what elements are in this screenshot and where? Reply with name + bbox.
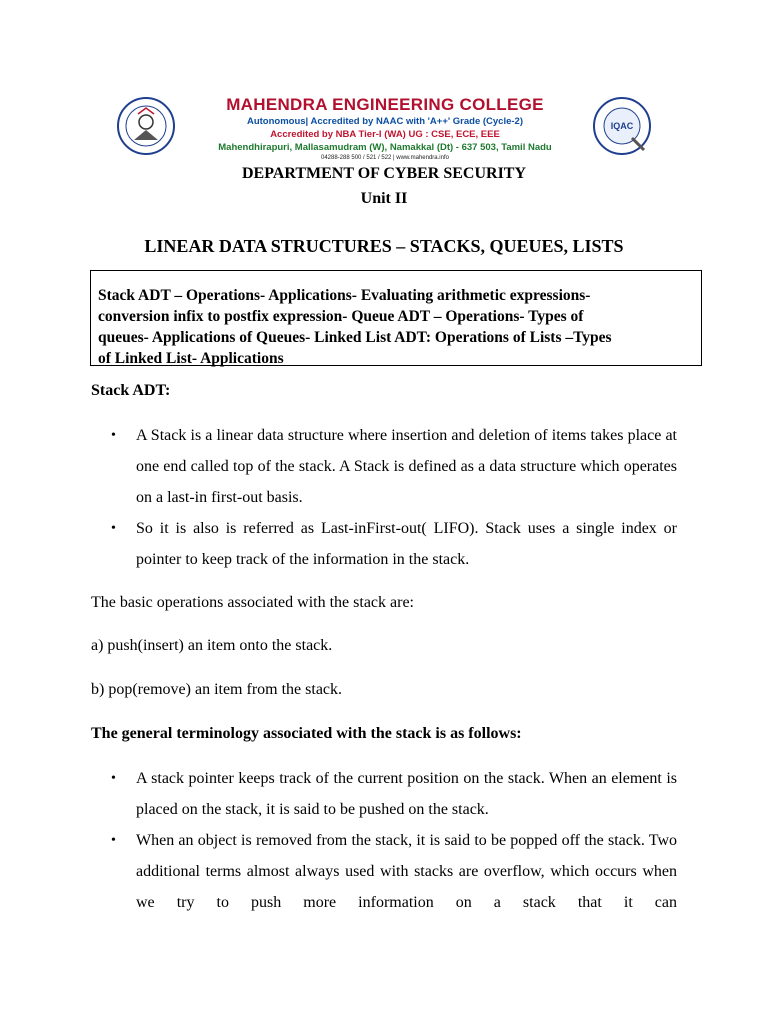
list-item [111,420,677,513]
list-item [111,513,677,575]
college-letterhead [92,93,677,161]
college-name: MAHENDRA ENGINEERING COLLEGE [226,95,544,114]
syllabus-line: conversion infix to postfix expression- Queue ADT – Operations- Types of [98,308,584,325]
terminology-bullet-list [111,763,677,918]
list-item [111,763,677,825]
operations-intro: The basic operations associated with the stack are: [91,594,414,611]
list-item [111,825,677,918]
stack-adt-heading: Stack ADT: [91,382,171,399]
bullet-icon: • [111,521,116,536]
syllabus-line: Stack ADT – Operations- Applications- Evaluating arithmetic expressions- [98,287,591,304]
bullet-text: A Stack is a linear data structure where insertion and deletion of items takes place at one end called top of the stack. A Stack is defined as a data structure which operates on a last-in first-out basis. [136,427,677,506]
address-line: Mahendhirapuri, Mallasamudram (W), Namakkal (Dt) - 637 503, Tamil Nadu [218,142,552,153]
terminology-heading: The general terminology associated with the stack is as follows: [91,725,522,742]
bullet-icon: • [111,428,116,443]
bullet-text: When an object is removed from the stack, it is said to be popped off the stack. Two additional terms almost always used with stacks are overflow, which occurs when we try to push more information on a stack that it can [136,832,677,911]
bullet-text: A stack pointer keeps track of the current position on the stack. When an element is placed on the stack, it is said to be pushed on the stack. [136,770,677,818]
bullet-icon: • [111,833,116,848]
bullet-text: So it is also is referred as Last-inFirst-out( LIFO). Stack uses a single index or pointer to keep track of the information in the stack. [136,520,677,568]
iqac-seal-icon [592,96,652,156]
bullet-icon: • [111,771,116,786]
syllabus-line: of Linked List- Applications [98,350,284,367]
stack-bullet-list [111,420,677,575]
unit-label: Unit II [360,190,408,207]
syllabus-line: queues- Applications of Queues- Linked List ADT: Operations of Lists –Types [98,329,612,346]
accreditation-line: Autonomous| Accredited by NAAC with 'A++' Grade (Cycle-2) [246,116,524,127]
nba-line: Accredited by NBA Tier-I (WA) UG : CSE, ECE, EEE [270,129,500,140]
college-seal-icon [116,96,176,156]
document-title: LINEAR DATA STRUCTURES – STACKS, QUEUES, LISTS [144,236,624,256]
iqac-label: IQAC [610,121,634,131]
syllabus-box [90,270,702,366]
push-operation: a) push(insert) an item onto the stack. [91,637,333,654]
department-title: DEPARTMENT OF CYBER SECURITY [241,165,527,182]
pop-operation: b) pop(remove) an item from the stack. [91,681,343,698]
contact-line: 04288-288 500 / 521 / 522 | www.mahendra.info [321,155,449,161]
